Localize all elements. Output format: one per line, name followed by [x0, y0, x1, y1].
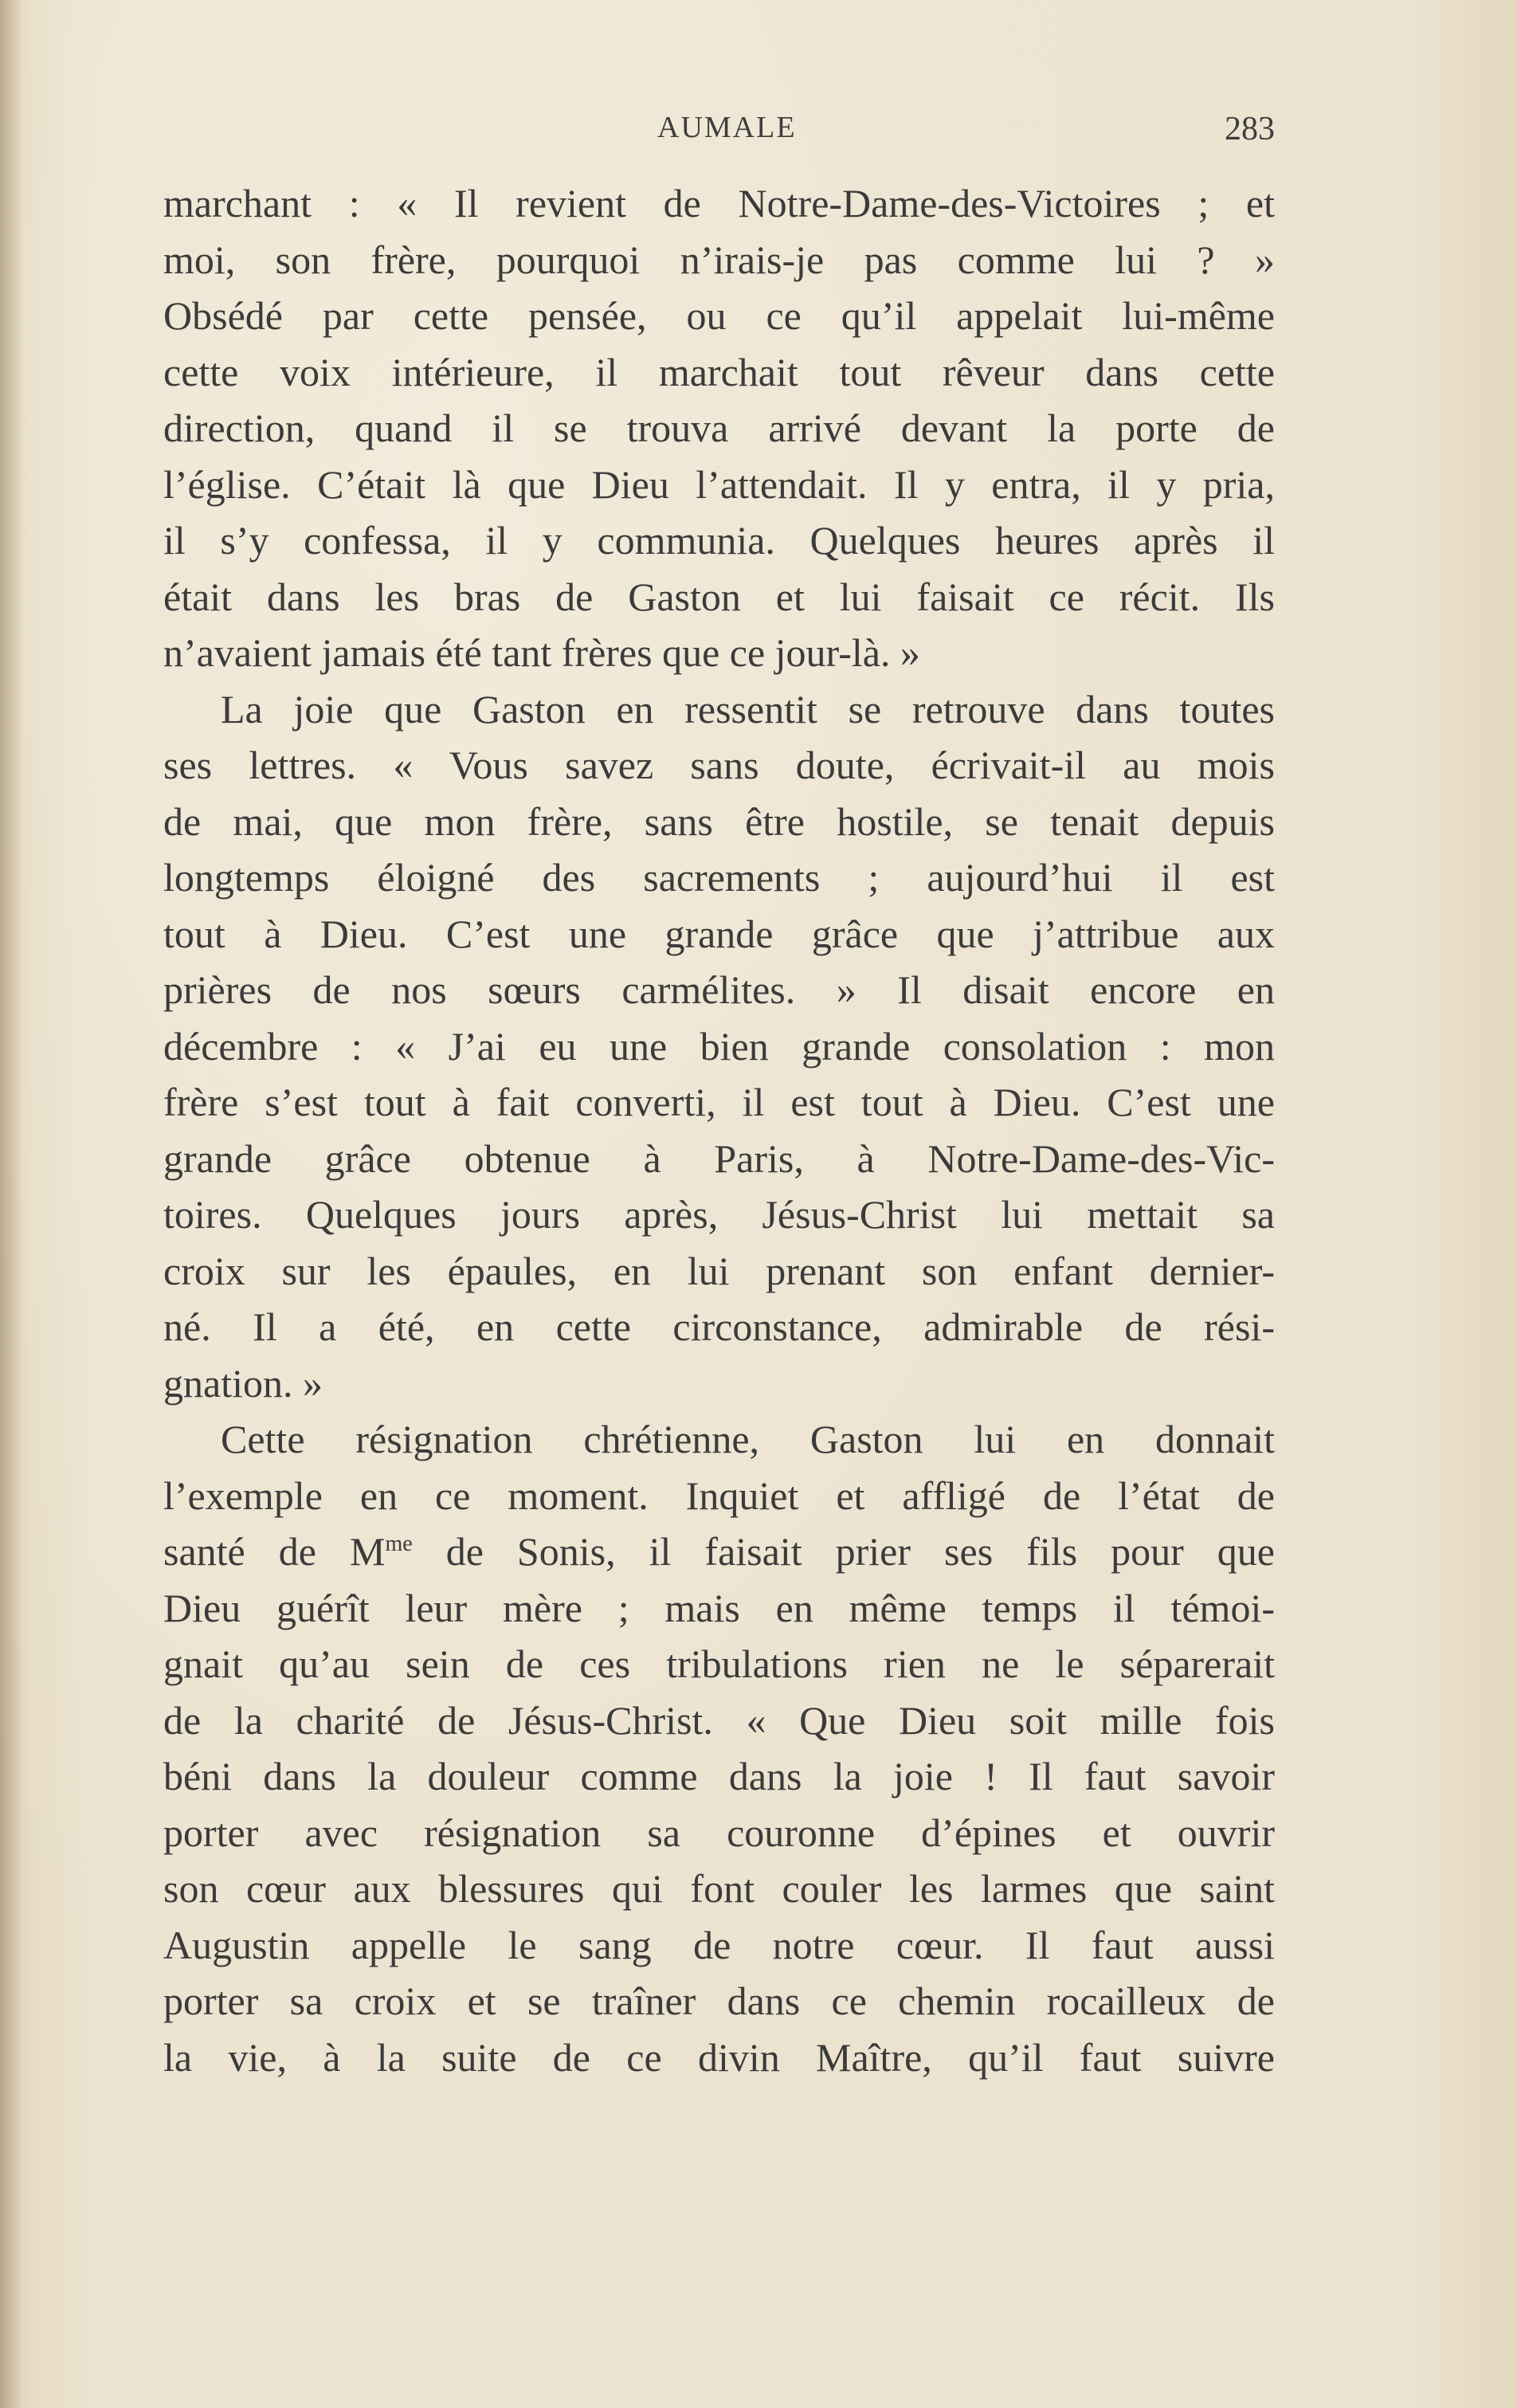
text-line-with-superscript [163, 1524, 1275, 1580]
text-line: porter sa croix et se traîner dans ce chemin rocailleux de [163, 1979, 1275, 2023]
running-head: AUMALE [657, 111, 797, 144]
text-line: frère s’est tout à fait converti, il est tout à Dieu. C’est une [163, 1080, 1275, 1124]
text-line: direction, quand il se trouva arrivé devant la porte de [163, 406, 1275, 450]
text-line: la vie, à la suite de ce divin Maître, qu’il faut suivre [163, 2034, 1275, 2080]
text-line: gnation. » [163, 1360, 323, 1406]
text-line: La joie que Gaston en ressentit se retrouve dans toutes [221, 686, 1275, 731]
text-line: Cette résignation chrétienne, Gaston lui en donnait [221, 1417, 1275, 1461]
body-text [163, 175, 1275, 2085]
text-line: Augustin appelle le sang de notre cœur. Il faut aussi [163, 1922, 1275, 1967]
superscript: me [385, 1531, 413, 1556]
text-line: longtemps éloigné des sacrements ; aujourd’hui il est [163, 855, 1275, 900]
page-number: 283 [1225, 111, 1275, 147]
text-line: prières de nos sœurs carmélites. » Il disait encore en [163, 967, 1275, 1012]
text-line: croix sur les épaules, en lui prenant son enfant dernier- [163, 1248, 1275, 1293]
text-line: cette voix intérieure, il marchait tout rêveur dans cette [163, 349, 1275, 394]
text-line: Dieu guérît leur mère ; mais en même temps il témoi- [163, 1585, 1275, 1630]
text-line: l’exemple en ce moment. Inquiet et affligé de l’état de [163, 1473, 1275, 1518]
text-fragment: santé de M [163, 1529, 386, 1574]
text-line: était dans les bras de Gaston et lui faisait ce récit. Ils [163, 574, 1275, 619]
binding-shadow [0, 0, 22, 2408]
text-line: marchant : « Il revient de Notre-Dame-des-Victoires ; et [163, 181, 1275, 226]
text-line: de la charité de Jésus-Christ. « Que Dieu soit mille fois [163, 1697, 1275, 1743]
page-header [159, 110, 1275, 158]
text-line: tout à Dieu. C’est une grande grâce que j’attribue aux [163, 911, 1275, 956]
text-line: porter avec résignation sa couronne d’épines et ouvrir [163, 1810, 1275, 1855]
text-line: né. Il a été, en cette circonstance, admirable de rési- [163, 1304, 1275, 1349]
text-line: béni dans la douleur comme dans la joie ! Il faut savoir [163, 1754, 1275, 1798]
text-line: son cœur aux blessures qui font couler les larmes que saint [163, 1866, 1275, 1911]
text-fragment: de Sonis, il faisait prier ses fils pour que [412, 1529, 1275, 1574]
text-line: de mai, que mon frère, sans être hostile, se tenait depuis [163, 798, 1275, 844]
text-line: ses lettres. « Vous savez sans doute, écrivait-il au mois [163, 743, 1275, 787]
text-line: l’église. C’était là que Dieu l’attendait. Il y entra, il y pria, [163, 461, 1275, 507]
text-line: il s’y confessa, il y communia. Quelques heures après il [163, 518, 1275, 563]
text-line: toires. Quelques jours après, Jésus-Christ lui mettait sa [163, 1192, 1275, 1237]
text-line: Obsédé par cette pensée, ou ce qu’il appelait lui-même [163, 293, 1275, 338]
text-line: décembre : « J’ai eu une bien grande consolation : mon [163, 1023, 1275, 1069]
text-line: n’avaient jamais été tant frères que ce jour-là. » [163, 630, 920, 675]
text-line: moi, son frère, pourquoi n’irais-je pas comme lui ? » [163, 237, 1275, 282]
text-line: gnait qu’au sein de ces tribulations rien ne le séparerait [163, 1641, 1275, 1686]
text-line: grande grâce obtenue à Paris, à Notre-Dame-des-Vic- [163, 1135, 1275, 1181]
